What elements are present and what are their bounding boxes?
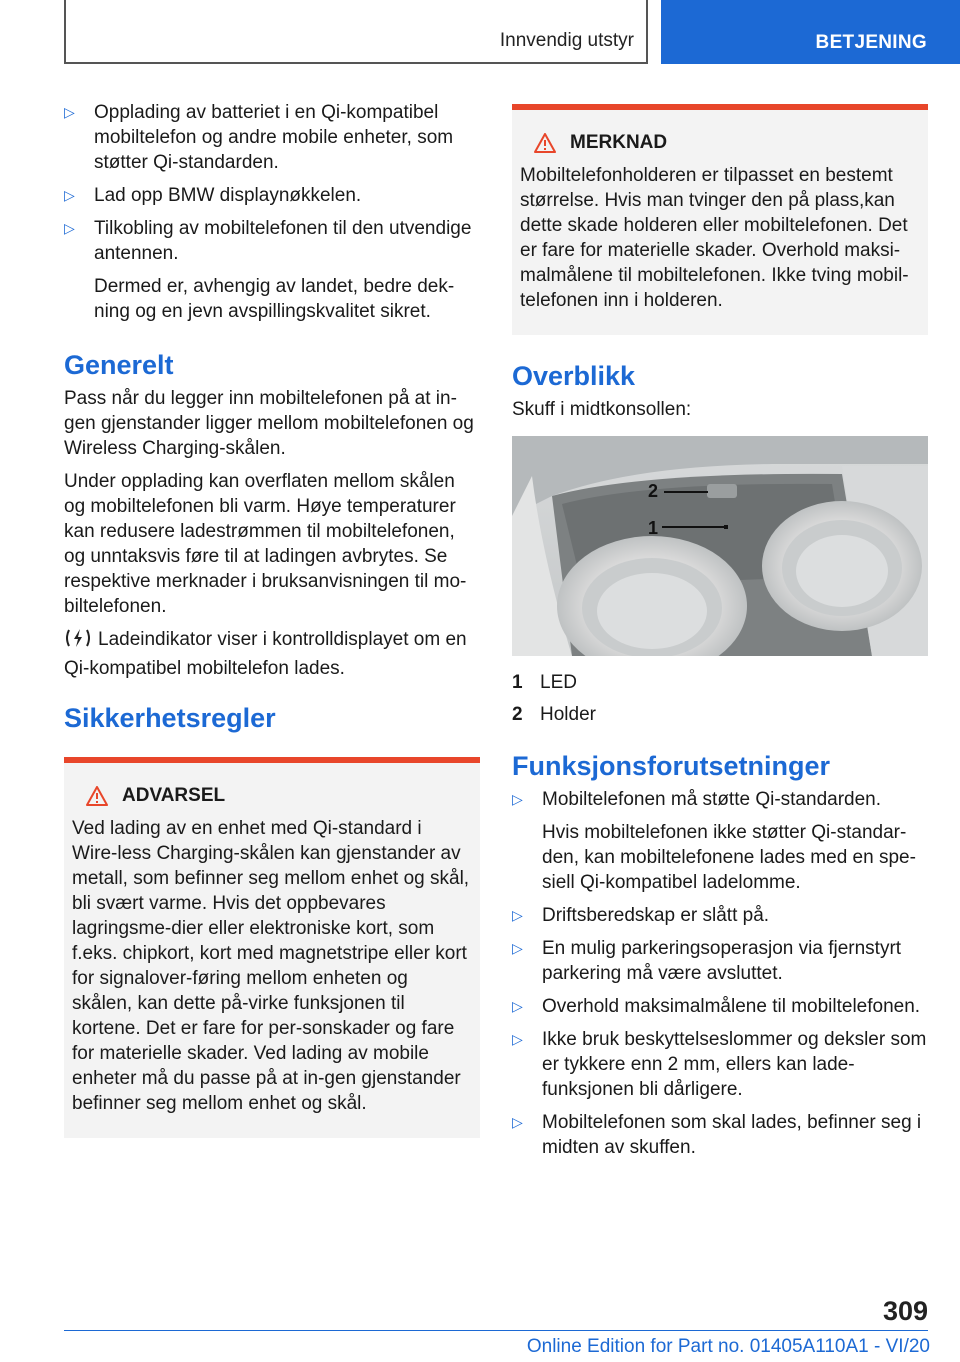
left-column [64, 100, 480, 1138]
note-title: MERKNAD [534, 130, 920, 155]
list-item: ▷ Opplading av batteriet i en Qi-kompatibel mobiltelefon og andre mobile enheter, som støtter Qi-standarden. [64, 102, 454, 173]
warning-triangle-icon [534, 133, 556, 153]
header-chapter-title: BETJENING [815, 32, 927, 53]
list-item: ▷ En mulig parkeringsoperasjon via fjernstyrt parkering må være avsluttet. [512, 938, 902, 984]
note-text: Mobiltelefonholderen er tilpasset en bestemt størrelse. Hvis man tvinger den på plass,kan dette skade holderen eller mobiltelefonen. Det er fare for materielle skader. Overhold maksi-malmålene til mobiltelefonen. Ikke tving mobil-telefonen inn i holderen. [520, 165, 909, 311]
heading-funksjonsforutsetninger: Funksjonsforutsetninger [512, 751, 831, 781]
heading-sikkerhetsregler: Sikkerhetsregler [64, 703, 276, 733]
list-item: ▷ Mobiltelefonen må støtte Qi-standarden. [512, 789, 882, 810]
list-item: ▷ Lad opp BMW displaynøkkelen. [64, 185, 362, 206]
list-item-continuation: Hvis mobiltelefonen ikke støtter Qi-standar-den, kan mobiltelefonene lades med en spe-siell Qi-kompatibel ladelomme. [542, 822, 916, 893]
legend-item: 1 LED [512, 672, 577, 693]
paragraph: Pass når du legger inn mobiltelefonen på at in-gen gjenstander ligger mellom mobiltelefonen og Wireless Charging-skålen. [64, 388, 474, 459]
triangle-bullet-icon: ▷ [512, 1114, 523, 1130]
footer-divider [64, 1330, 928, 1331]
indicator-paragraph: Ladeindikator viser i kontrolldisplayet om en Qi-kompatibel mobiltelefon lades. [64, 629, 467, 679]
warning-triangle-icon [86, 786, 108, 806]
list-item-continuation: Dermed er, avhengig av landet, bedre dek-ning og en jevn avspillingskvalitet sikret. [94, 276, 455, 322]
header-section-title: Innvendig utstyr [499, 30, 634, 51]
triangle-bullet-icon: ▷ [512, 1031, 523, 1047]
list-item: ▷ Overhold maksimalmålene til mobiltelefonen. [512, 996, 921, 1017]
triangle-bullet-icon: ▷ [512, 998, 523, 1014]
heading-overblikk: Overblikk [512, 361, 636, 391]
image-callout-2: 2 [648, 481, 659, 501]
list-item: ▷ Mobiltelefonen som skal lades, befinner seg i midten av skuffen. [512, 1112, 922, 1158]
legend-item: 2 Holder [512, 704, 596, 725]
note-box [512, 104, 928, 335]
triangle-bullet-icon: ▷ [64, 187, 75, 203]
triangle-bullet-icon: ▷ [512, 907, 523, 923]
paragraph: Under opplading kan overflaten mellom skålen og mobiltelefonen bli varm. Høye temperaturer kan redusere ladestrømmen til mobiltelefonen, og unntaksvis føre til at ladingen avbrytes. Se respektive merknader i bruksanvisningen til mo-biltelefonen. [64, 471, 467, 617]
footer-edition: Online Edition for Part no. 01405A110A1 - VI/20 [526, 1336, 930, 1357]
warning-box [64, 757, 480, 1138]
list-item: ▷ Driftsberedskap er slått på. [512, 905, 770, 926]
warning-text: Ved lading av en enhet med Qi-standard i Wire-less Charging-skålen kan gjenstander av metall, som befinner seg mellom enhet og skål, bli svært varme. Hvis det oppbevares lagringsme-dier eller elektroniske kort, som f.eks. chipkort, kort med magnetstripe eller kort for signalover-føring mellom enheten og skålen, kan dette på-virke funksjonen til kortene. Det er fare for per-sonskader og fare for materielle skader. Ved lading av mobile enheter må du passe på at in-gen gjenstander befinner seg mellom enhet og skål. [72, 818, 470, 1114]
triangle-bullet-icon: ▷ [64, 220, 75, 236]
triangle-bullet-icon: ▷ [512, 791, 523, 807]
right-column [512, 104, 928, 1168]
list-item: ▷ Ikke bruk beskyttelseslommer og deksler som er tykkere enn 2 mm, ellers kan lade-funksjonen bli dårligere. [512, 1029, 927, 1100]
warning-title: ADVARSEL [86, 783, 472, 808]
charging-indicator-icon [64, 627, 92, 656]
image-callout-1: 1 [648, 518, 659, 538]
list-item: ▷ Tilkobling av mobiltelefonen til den utvendige antennen. [64, 218, 472, 264]
triangle-bullet-icon: ▷ [64, 104, 75, 120]
header-chapter-tab [661, 0, 960, 64]
heading-generelt: Generelt [64, 350, 174, 380]
triangle-bullet-icon: ▷ [512, 940, 523, 956]
header-section-tab [64, 0, 648, 64]
page-number: 309 [882, 1296, 928, 1326]
paragraph: Skuff i midtkonsollen: [512, 399, 692, 420]
console-tray-image [512, 436, 928, 656]
